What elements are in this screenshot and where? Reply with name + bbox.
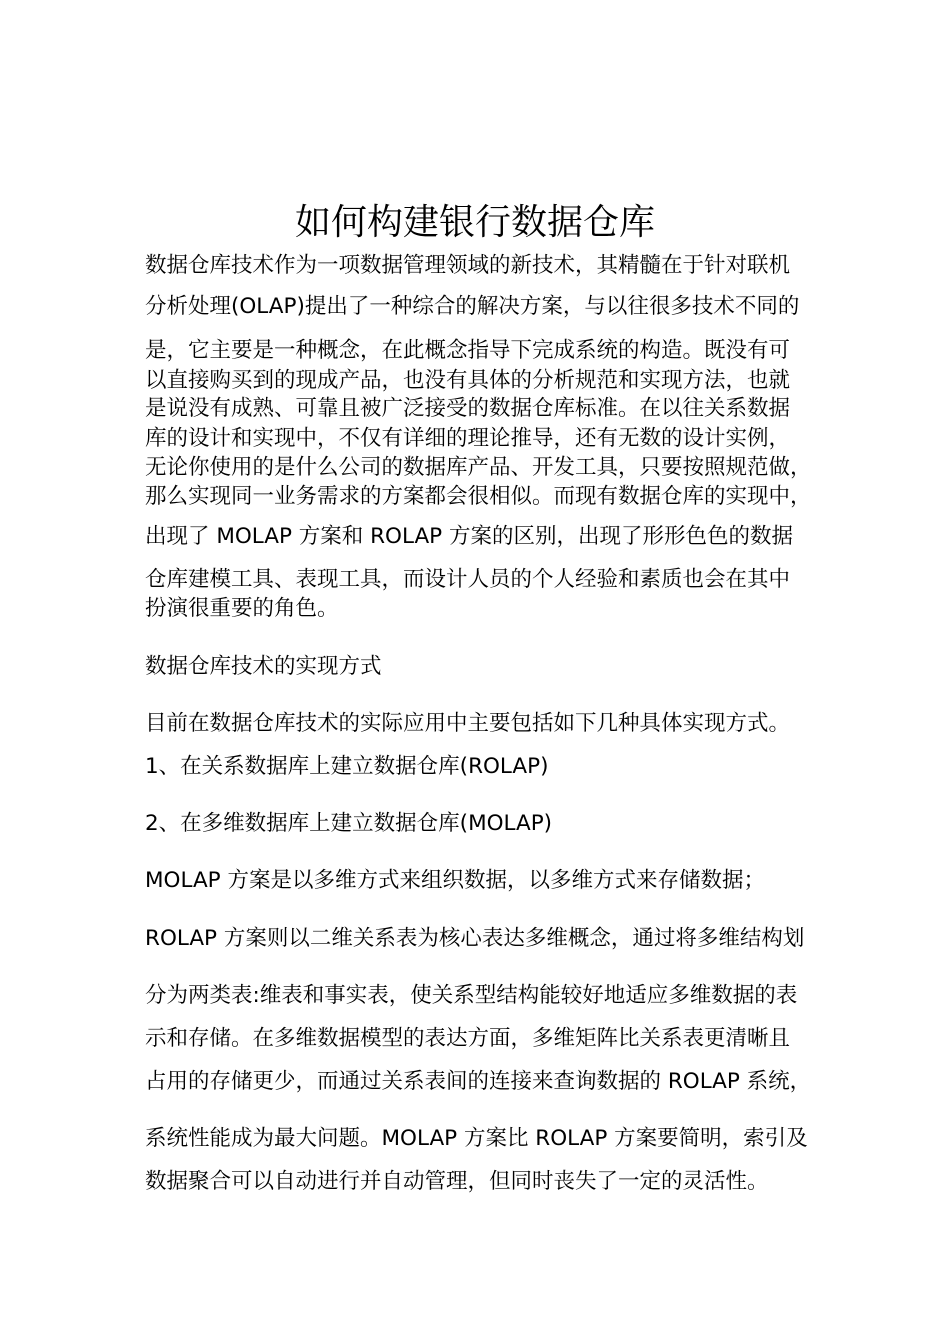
body-line: 库的设计和实现中，不仅有详细的理论推导，还有无数的设计实例，	[145, 426, 791, 451]
body-line: 出现了 MOLAP 方案和 ROLAP 方案的区别，出现了形形色色的数据	[145, 524, 793, 549]
body-line: ROLAP 方案则以二维关系表为核心表达多维概念，通过将多维结构划	[145, 926, 805, 951]
body-line: 分为两类表:维表和事实表，使关系型结构能较好地适应多维数据的表	[145, 983, 798, 1008]
body-line: 是，它主要是一种概念，在此概念指导下完成系统的构造。既没有可	[145, 338, 791, 363]
section-heading: 数据仓库技术的实现方式	[145, 654, 382, 679]
body-line: 是说没有成熟、可靠且被广泛接受的数据仓库标准。在以往关系数据	[145, 396, 791, 421]
body-line: 扮演很重要的角色。	[145, 596, 339, 621]
body-line: 数据仓库技术作为一项数据管理领域的新技术，其精髓在于针对联机	[145, 253, 791, 278]
body-line: 那么实现同一业务需求的方案都会很相似。而现有数据仓库的实现中，	[145, 484, 812, 509]
body-line: 系统性能成为最大问题。MOLAP 方案比 ROLAP 方案要简明，索引及	[145, 1126, 808, 1151]
list-item: 1、在关系数据库上建立数据仓库(ROLAP)	[145, 754, 549, 779]
body-line: 以直接购买到的现成产品，也没有具体的分析规范和实现方法，也就	[145, 368, 791, 393]
list-item: 2、在多维数据库上建立数据仓库(MOLAP)	[145, 811, 553, 836]
body-line: 分析处理(OLAP)提出了一种综合的解决方案，与以往很多技术不同的	[145, 294, 800, 319]
body-line: MOLAP 方案是以多维方式来组织数据，以多维方式来存储数据；	[145, 868, 765, 893]
body-line: 示和存储。在多维数据模型的表达方面，多维矩阵比关系表更清晰且	[145, 1026, 791, 1051]
document-title: 如何构建银行数据仓库	[294, 202, 655, 243]
body-line: 占用的存储更少，而通过关系表间的连接来查询数据的 ROLAP 系统，	[145, 1069, 812, 1094]
body-line: 目前在数据仓库技术的实际应用中主要包括如下几种具体实现方式。	[145, 711, 791, 736]
body-line: 数据聚合可以自动进行并自动管理，但同时丧失了一定的灵活性。	[145, 1169, 769, 1194]
body-line: 无论你使用的是什么公司的数据库产品、开发工具，只要按照规范做，	[145, 455, 812, 480]
body-line: 仓库建模工具、表现工具，而设计人员的个人经验和素质也会在其中	[145, 567, 791, 592]
